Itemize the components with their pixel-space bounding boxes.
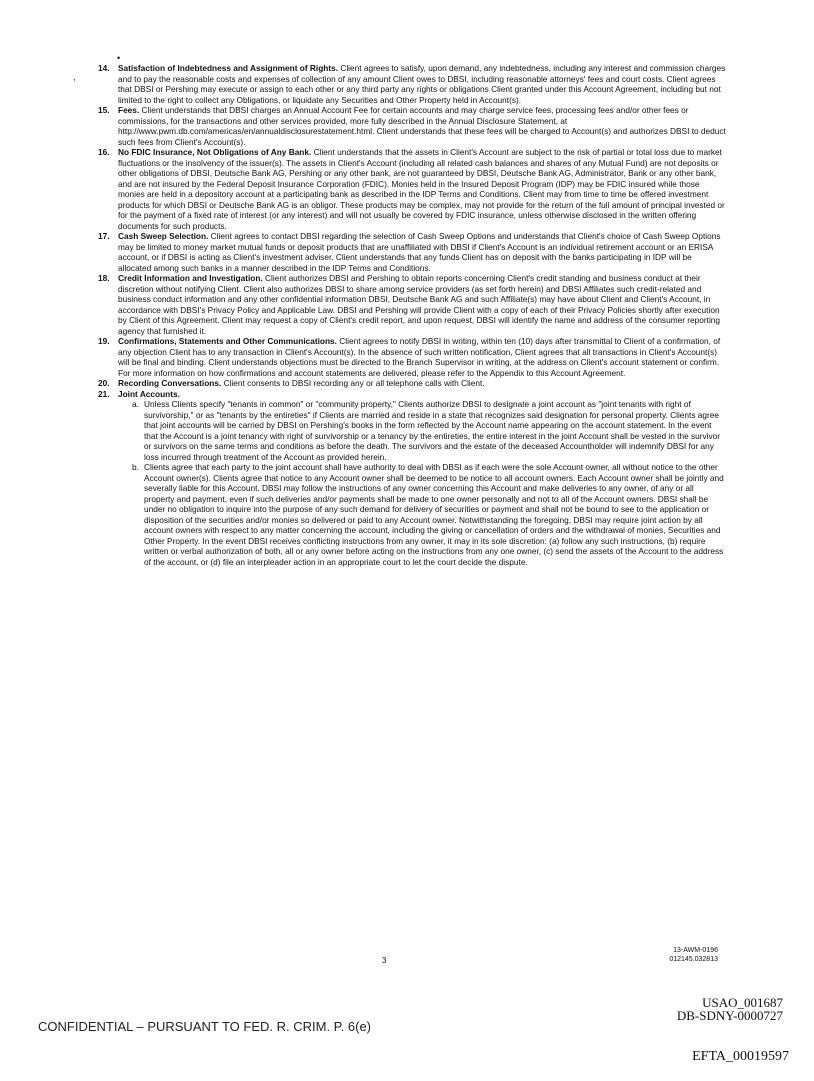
- clause-body: Client agrees to satisfy, upon demand, any indebtedness, including any interest and commission charges and to pay the reasonable costs and expenses of collection of any amount Client owes to DBSI, including reasonable attorneys' fees and court costs. Client agrees that DBSI or Pershing may execute or assign to each other or any third party any rights or obligations Client granted under this Account Agreement, including but not limited to the right to collect any Obligations, or liquidate any Securities and Other Property held in Account(s).: [118, 63, 726, 105]
- subclause-text: Unless Clients specify "tenants in common" or "community property," Clients authorize DBSI to designate a joint account as "joint tenants with right of survivorship," or as "tenants by the entireties" if Clients are married and reside in a state that recognizes said designation for personal property. Clients agree that joint accounts will be carried by DBSI on Pershing's books in the form reflected by the Account name appearing on the account statement. In the event that the Account is a joint tenancy with right of survivorship or a tenancy by the entireties, the entire interest in the joint Account shall be vested in the survivor or survivors on the same terms and conditions as before the death. The survivors and the estate of the deceased Accountholder will indemnify DBSI for any loss incurred through treatment of the Account as provided herein.: [144, 399, 721, 462]
- clause-17: [98, 231, 726, 273]
- clause-title: Credit Information and Investigation.: [118, 273, 263, 283]
- subclause-b: [132, 462, 726, 567]
- bates-line-db: DB-SDNY-0000727: [676, 1008, 783, 1023]
- clause-body: Client agrees to notify DBSI in writing, within ten (10) days after transmittal to Client of a confirmation, of any objection Client has to any transaction in Client's Account(s). In the absence of such written notification, Client agrees that all transactions in Client's Account(s) will be final and binding. Client understands objections must be directed to the Branch Supervisor in writing, at the address on Client's account statement or confirm. For more information on how confirmations and account statements are delivered, please refer to the Appendix to this Account Agreement.: [118, 336, 721, 378]
- clause-number: 14.: [98, 63, 110, 73]
- subclause-list: [118, 399, 726, 567]
- clause-19: [98, 336, 726, 378]
- clause-20: [98, 378, 726, 389]
- document-code-line: 13-AWM-0196: [673, 947, 718, 954]
- clause-number: 17.: [98, 231, 110, 241]
- clause-number: 16.: [98, 147, 110, 157]
- clause-number: 15.: [98, 105, 110, 115]
- clause-body: Client understands that the assets in Client's Account are subject to the risk of partial or total loss due to market fluctuations or the insolvency of the issuer(s). The assets in Client's Account (including all related cash balances and shares of any Mutual Fund) are not deposits or other obligations of DBSI, Deutsche Bank AG, Pershing or any other bank, are not guaranteed by DBSI, Deutsche Bank AG, Administrator, Bank or any other bank, and are not insured by the Federal Deposit Insurance Corporation (FDIC). Monies held in the Insured Deposit Program (IDP) may be FDIC insured while those monies are held in a depository account at a participating bank as described in the IDP Terms and Conditions. Client may from time to time be offered investment products for which DBSI or Deutsche Bank AG is an obligor. These products may be complex, may not provide for the return of the full amount of principal invested or for the payment of a fixed rate of interest (or any interest) and will not usually be covered by FDIC insurance, unless otherwise disclosed in the written offering documents for such products.: [118, 147, 725, 231]
- clause-title: Confirmations, Statements and Other Communications.: [118, 336, 337, 346]
- clause-title: No FDIC Insurance, Not Obligations of Any Bank.: [118, 147, 312, 157]
- clause-title: Cash Sweep Selection.: [118, 231, 209, 241]
- document-code: [669, 946, 718, 964]
- bates-stamp: [677, 996, 783, 1022]
- confidentiality-footer: CONFIDENTIAL – PURSUANT TO FED. R. CRIM. P. 6(e): [38, 1019, 372, 1034]
- clause-number: 19.: [98, 336, 110, 346]
- subclause-text: Clients agree that each party to the joint account shall have authority to deal with DBSI as if each were the sole Account owner, all without notice to the other Account owner(s). Clients agree that notice to any Account owner shall be deemed to be notice to all account owners. Each Account owner shall be jointly and severally liable for this Account. DBSI may follow the instructions of any owner concerning this Account and make deliveries to any owner, of any or all property and payment, even if such deliveries and/or payments shall be made to one owner personally and not to all of the Account owners. DBSI shall be under no obligation to inquire into the purpose of any such demand for delivery of securities or payment and shall not be bound to see to the application or disposition of the securities and/or monies so delivered or paid to any Account owner. Notwithstanding the foregoing, DBSI may require joint action by all account owners with respect to any matter concerning the account, including the giving or cancellation of orders and the withdrawal of monies, Securities and Other Property. In the event DBSI receives conflicting instructions from any owner, it may in its sole discretion: (a) follow any such instructions, (b) require written or verbal authorization of both, all or any owner before acting on the instructions from any one owner, (c) send the assets of the Account to the address of the account, or (d) file an interpleader action in an appropriate court to let the court decide the dispute.: [144, 462, 724, 567]
- clause-21: [98, 389, 726, 568]
- clause-15: [98, 105, 726, 147]
- page-number: 3: [382, 956, 387, 965]
- clause-body: Client understands that DBSI charges an Annual Account Fee for certain accounts and may charge service fees, processing fees and/or other fees or commissions, for the transactions and other services provided, more fully described in the Annual Disclosure Statement, at http://www.pwm.db.com/americas/en/annualdisclosurestatement.html. Client understands that these fees will be charged to Account(s) and authorizes DBSI to deduct such fees from Client's Account(s).: [118, 105, 726, 147]
- clause-number: 20.: [98, 378, 110, 388]
- clause-14: [98, 63, 726, 105]
- clause-title: Recording Conversations.: [118, 378, 222, 388]
- stray-dot-mark: •: [117, 53, 121, 63]
- clause-title: Joint Accounts.: [118, 388, 180, 399]
- clause-body: Client consents to DBSI recording any or all telephone calls with Client.: [221, 378, 485, 388]
- clause-number: 18.: [98, 273, 110, 283]
- subclause-letter: a.: [132, 399, 139, 409]
- clause-title: Fees.: [118, 105, 140, 115]
- agreement-body: [98, 63, 726, 567]
- clause-body: Client authorizes DBSI and Pershing to obtain reports concerning Client's credit standing and business conduct at their discretion without notifying Client. Client also authorizes DBSI to share among service providers (as set forth herein) and DBSI Affiliates such credit-related and business conduct information and any other confidential information DBSI, Deutsche Bank AG and such Affiliate(s) may have about Client and Client's Account, in accordance with DBSI's Privacy Policy and Applicable Law. DBSI and Pershing will provide Client with a copy of each of their Privacy Policies shortly after execution by Client of this Agreement. Client may request a copy of Client's credit report, and upon request, DBSI will identify the name and address of the consumer reporting agency that furnished it.: [118, 273, 721, 336]
- subclause-a: [132, 399, 726, 462]
- stray-comma-mark: ,: [73, 72, 76, 82]
- efta-number: EFTA_00019597: [692, 1049, 789, 1064]
- clause-number: 21.: [98, 388, 110, 399]
- bates-line-usao: USAO_001687: [702, 995, 783, 1010]
- clause-16: [98, 147, 726, 231]
- clause-18: [98, 273, 726, 336]
- document-code-line: 012145.032813: [669, 956, 718, 963]
- subclause-letter: b.: [132, 462, 139, 472]
- clause-body: Client agrees to contact DBSI regarding the selection of Cash Sweep Options and understands that Client's choice of Cash Sweep Options may be limited to money market mutual funds or deposit products that are unaffiliated with DBSI if Client's Account is an individual retirement account or an ERISA account, or if DBSI is acting as Client's investment adviser. Client understands that any funds Client has on deposit with the banks participating in IDP will be allocated among such banks in a manner described in the IDP Terms and Conditions.: [118, 231, 721, 273]
- clause-title: Satisfaction of Indebtedness and Assignment of Rights.: [118, 63, 339, 73]
- clause-list: [98, 63, 726, 567]
